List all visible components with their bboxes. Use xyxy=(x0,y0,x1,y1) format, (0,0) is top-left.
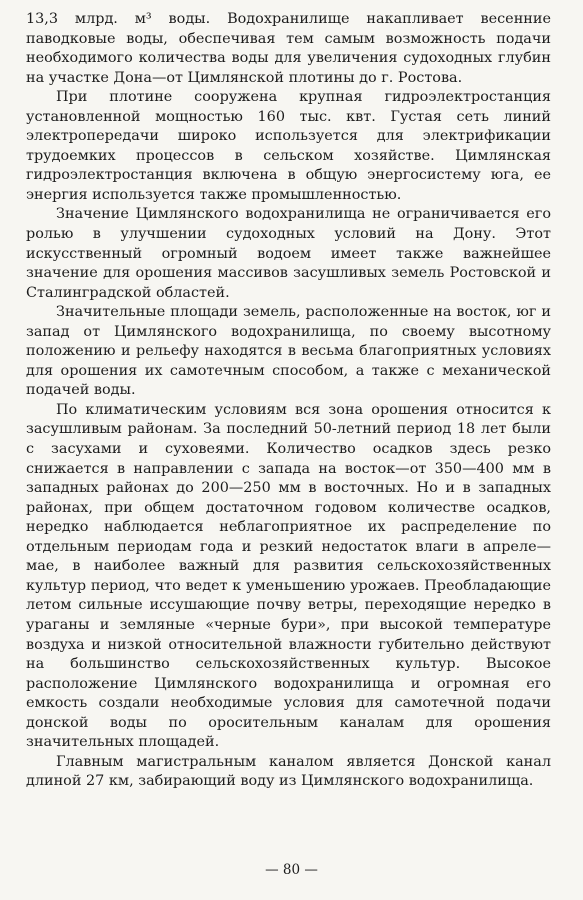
page-body xyxy=(26,10,551,792)
paragraph-main-canal: Главным магистральным каналом является Донской канал длиной 27 км, забирающий воду из Цимлянского водохранилища. xyxy=(26,753,551,790)
paragraph-hydro-station: При плотине сооружена крупная гидроэлектростанция установленной мощностью 160 тыс. квт. Густая сеть линий электропередачи широко используется для электрификации трудоемких процессов в сельском хозяйстве. Цимлянская гидроэлектростанция включена в общую энергосистему юга, ее энергия используется также промышленностью. xyxy=(26,89,551,203)
paragraph-irrigation-lands: Значительные площади земель, расположенные на восток, юг и запад от Цимлянского водохранилища, по своему высотному положению и рельефу находятся в весьма благоприятных условиях для орошения их самотечным способом, а также с механической подачей воды. xyxy=(26,304,551,399)
page-number: — 80 — xyxy=(265,862,318,878)
paragraph-continuation: 13,3 млрд. м³ воды. Водохранилище накапливает весенние паводковые воды, обеспечивая тем самым возможность подачи необходимого количества воды для увеличения судоходных глубин на участке Дона—от Цимлянской плотины до г. Ростова. xyxy=(26,11,551,86)
paragraph-climate: По климатическим условиям вся зона орошения относится к засушливым районам. За последний 50-летний период 18 лет были с засухами и суховеями. Количество осадков здесь резко снижается в направлении с запада на восток—от 350—400 мм в западных районах до 200—250 мм в восточных. Но и в западных районах, при общем достаточном годовом количестве осадков, нередко наблюдается неблагоприятное их распределение по отдельным периодам года и резкий недостаток влаги в апреле—мае, в наиболее важный для развития сельскохозяйственных культур период, что ведет к уменьшению урожаев. Преобладающие летом сильные иссушающие почву ветры, переходящие нередко в ураганы и земляные «черные бури», при высокой температуре воздуха и низкой относительной влажности губительно действуют на большинство сельскохозяйственных культур. Высокое расположение Цимлянского водохранилища и огромная его емкость создали необходимые условия для самотечной подачи донской воды по оросительным каналам для орошения значительных площадей. xyxy=(26,401,551,751)
paragraph-reservoir-significance: Значение Цимлянского водохранилища не ограничивается его ролью в улучшении судоходных условий на Дону. Этот искусственный огромный водоем имеет также важнейшее значение для орошения массивов засушливых земель Ростовской и Сталинградской областей. xyxy=(26,206,551,301)
